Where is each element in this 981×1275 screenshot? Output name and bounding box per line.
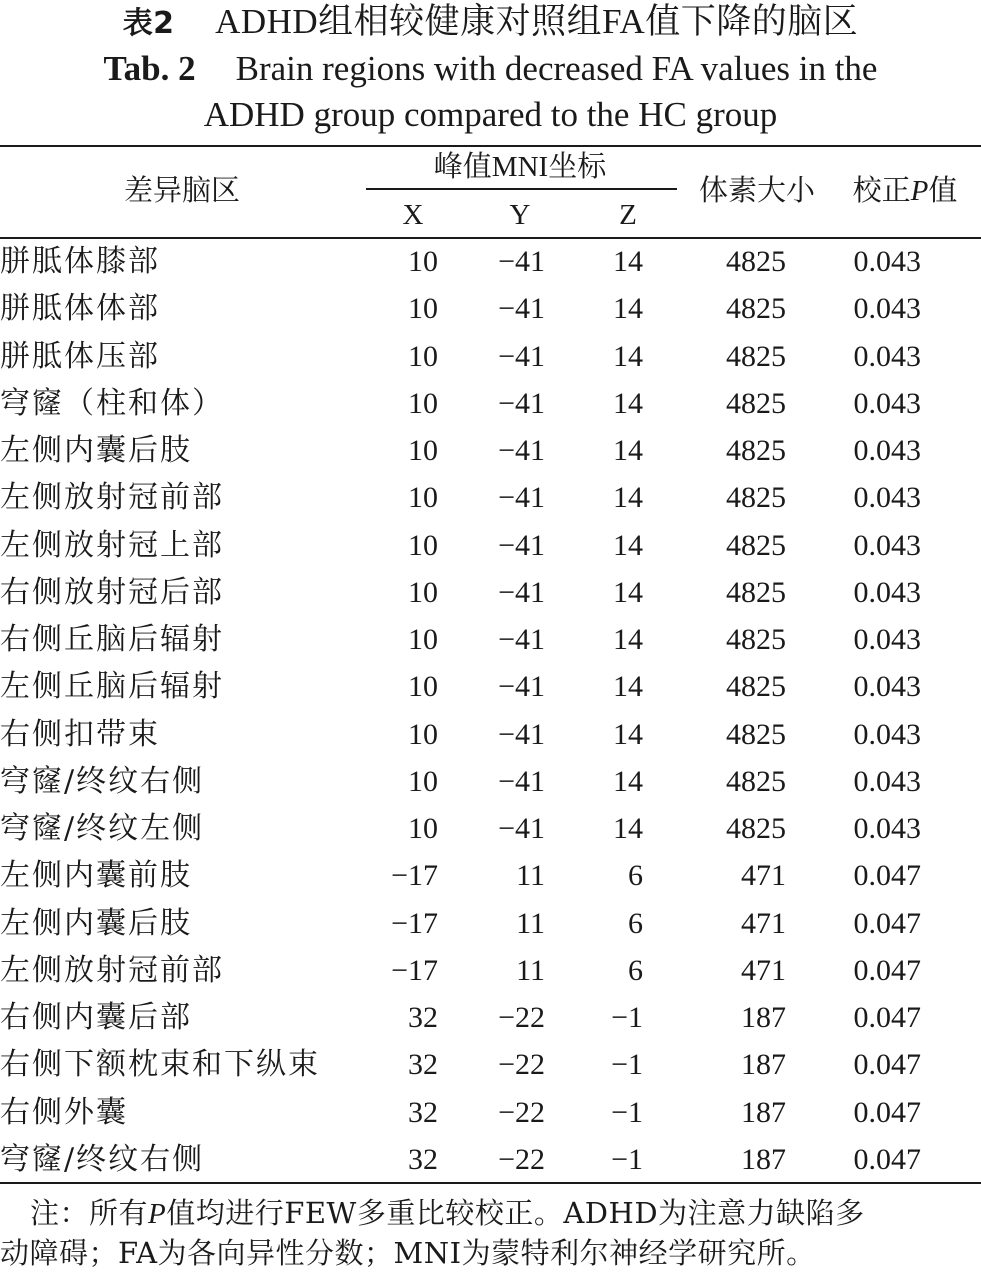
region-cell: 左侧放射冠前部 [0,480,224,516]
x-cell: −17 [391,953,438,987]
row-pad [921,380,981,427]
voxel-size-cell: 4825 [726,292,786,326]
table-row [0,1089,981,1136]
p-value-cell: 0.043 [853,245,921,279]
x-cell: 10 [408,764,438,798]
table-title-cn: ADHD组相较健康对照组FA值下降的脑区 [215,2,859,41]
x-cell: 32 [408,1001,438,1035]
y-cell: −41 [498,245,545,279]
voxel-size-cell: 4825 [726,386,786,420]
y-cell: −41 [498,575,545,609]
voxel-size-cell: 187 [741,1048,786,1082]
voxel-size-cell: 4825 [726,575,786,609]
voxel-size-cell: 471 [741,859,786,893]
table-row [0,1136,981,1183]
footnote-line1: 值均进行FEW多重比较校正。ADHD为注意力缺陷多 [166,1196,865,1230]
table-row [0,1041,981,1088]
table-row [0,285,981,332]
table-row [0,711,981,758]
footnote-p-letter: P [148,1198,167,1230]
region-cell: 胼胝体压部 [0,338,160,374]
x-cell: 10 [408,670,438,704]
row-pad [921,1089,981,1136]
region-cell: 胼胝体膝部 [0,244,160,280]
header-region: 差异脑区 [123,175,241,207]
p-value-cell: 0.047 [853,1001,921,1035]
region-cell: 左侧内囊后肢 [0,905,192,941]
z-cell: 6 [628,859,643,893]
region-cell: 穹窿（柱和体） [0,385,224,421]
table-tag-en: Tab. 2 [103,49,196,88]
voxel-size-cell: 4825 [726,812,786,846]
voxel-size-cell: 4825 [726,528,786,562]
p-value-cell: 0.043 [853,670,921,704]
p-value-cell: 0.043 [853,386,921,420]
z-cell: 14 [613,386,643,420]
header-p-suffix: 值 [928,175,958,207]
table-row [0,380,981,427]
voxel-size-cell: 4825 [726,339,786,373]
region-cell: 右侧下额枕束和下纵束 [0,1047,320,1083]
table-row [0,758,981,805]
x-cell: −17 [391,906,438,940]
table-row [0,333,981,380]
y-cell: −41 [498,481,545,515]
y-cell: −22 [498,1095,545,1129]
region-cell: 左侧内囊前肢 [0,858,192,894]
y-cell: 11 [516,859,545,893]
p-value-cell: 0.043 [853,812,921,846]
p-value-cell: 0.047 [853,953,921,987]
z-cell: −1 [611,1142,643,1176]
voxel-size-cell: 471 [741,906,786,940]
y-cell: −22 [498,1142,545,1176]
region-cell: 右侧内囊后部 [0,1000,192,1036]
x-cell: 32 [408,1142,438,1176]
z-cell: 14 [613,528,643,562]
x-cell: 10 [408,575,438,609]
y-cell: −41 [498,764,545,798]
footnote-prefix: 注：所有 [30,1196,149,1230]
z-cell: −1 [611,1095,643,1129]
table-caption-cn [0,0,981,46]
row-pad [921,852,981,899]
y-cell: −41 [498,434,545,468]
table-row [0,238,981,285]
row-pad [921,805,981,852]
x-cell: 10 [408,717,438,751]
x-cell: 10 [408,386,438,420]
z-cell: 14 [613,481,643,515]
voxel-size-cell: 4825 [726,717,786,751]
y-cell: −22 [498,1048,545,1082]
p-value-cell: 0.047 [853,859,921,893]
y-cell: −41 [498,528,545,562]
mni-group-rule [366,188,677,190]
table-caption-en [0,46,981,138]
z-cell: 14 [613,245,643,279]
z-cell: 14 [613,812,643,846]
voxel-size-cell: 4825 [726,670,786,704]
row-pad [921,238,981,285]
table-title-en-line1: Brain regions with decreased FA values in the [235,49,878,88]
y-cell: −41 [498,717,545,751]
table-row [0,994,981,1041]
x-cell: 10 [408,245,438,279]
header-y: Y [509,199,531,231]
y-cell: −41 [498,292,545,326]
row-pad [921,994,981,1041]
voxel-size-cell: 187 [741,1001,786,1035]
voxel-size-cell: 4825 [726,245,786,279]
x-cell: 10 [408,434,438,468]
p-value-cell: 0.047 [853,1095,921,1129]
x-cell: −17 [391,859,438,893]
region-cell: 左侧内囊后肢 [0,433,192,469]
table-row [0,663,981,710]
header-voxel-size: 体素大小 [698,175,816,207]
y-cell: 11 [516,906,545,940]
z-cell: 14 [613,623,643,657]
footnote-line2: 动障碍；FA为各向异性分数；MNI为蒙特利尔神经学研究所。 [0,1236,816,1270]
voxel-size-cell: 4825 [726,434,786,468]
header-mni-group: 峰值MNI坐标 [433,151,607,183]
y-cell: −41 [498,623,545,657]
row-pad [921,711,981,758]
x-cell: 32 [408,1095,438,1129]
table-row [0,947,981,994]
row-pad [921,947,981,994]
x-cell: 10 [408,528,438,562]
x-cell: 32 [408,1048,438,1082]
voxel-size-cell: 4825 [726,481,786,515]
header-z: Z [619,199,637,231]
region-cell: 右侧外囊 [0,1094,128,1130]
header-corrected-p [853,174,958,208]
row-pad [921,285,981,332]
row-pad [921,569,981,616]
row-pad [921,1136,981,1183]
region-cell: 胼胝体体部 [0,291,160,327]
row-pad [921,900,981,947]
table-row [0,852,981,899]
p-value-cell: 0.047 [853,1142,921,1176]
z-cell: 14 [613,339,643,373]
row-pad [921,333,981,380]
p-value-cell: 0.043 [853,434,921,468]
voxel-size-cell: 4825 [726,623,786,657]
voxel-size-cell: 471 [741,953,786,987]
region-cell: 右侧丘脑后辐射 [0,622,224,658]
voxel-size-cell: 4825 [726,764,786,798]
z-cell: 6 [628,953,643,987]
row-pad [921,427,981,474]
region-cell: 穹窿/终纹左侧 [0,811,205,847]
x-cell: 10 [408,812,438,846]
p-value-cell: 0.043 [853,764,921,798]
voxel-size-cell: 187 [741,1095,786,1129]
z-cell: −1 [611,1048,643,1082]
p-value-cell: 0.043 [853,528,921,562]
row-pad [921,616,981,663]
z-cell: 14 [613,764,643,798]
row-pad [921,758,981,805]
y-cell: −22 [498,1001,545,1035]
p-value-cell: 0.043 [853,481,921,515]
table-tag-cn: 表2 [122,6,175,41]
p-value-cell: 0.047 [853,906,921,940]
region-cell: 右侧放射冠后部 [0,574,224,610]
x-cell: 10 [408,339,438,373]
voxel-size-cell: 187 [741,1142,786,1176]
header-p-prefix: 校正 [852,175,911,207]
p-value-cell: 0.047 [853,1048,921,1082]
table-row [0,427,981,474]
p-value-cell: 0.043 [853,339,921,373]
row-pad [921,522,981,569]
data-table [0,238,981,1183]
table-footnote [0,1194,981,1273]
x-cell: 10 [408,292,438,326]
z-cell: −1 [611,1001,643,1035]
y-cell: −41 [498,386,545,420]
region-cell: 穹窿/终纹右侧 [0,1141,205,1177]
z-cell: 14 [613,575,643,609]
z-cell: 6 [628,906,643,940]
y-cell: 11 [516,953,545,987]
p-value-cell: 0.043 [853,623,921,657]
table-row [0,616,981,663]
z-cell: 14 [613,292,643,326]
p-value-cell: 0.043 [853,717,921,751]
region-cell: 穹窿/终纹右侧 [0,763,205,799]
table-row [0,569,981,616]
table-row [0,474,981,521]
y-cell: −41 [498,670,545,704]
region-cell: 左侧放射冠上部 [0,527,224,563]
table-row [0,900,981,947]
z-cell: 14 [613,434,643,468]
table-row [0,522,981,569]
p-value-cell: 0.043 [853,292,921,326]
table-title-en-line2: ADHD group compared to the HC group [203,95,778,134]
table-top-rule [0,145,981,147]
p-value-cell: 0.043 [853,575,921,609]
row-pad [921,663,981,710]
row-pad [921,474,981,521]
x-cell: 10 [408,623,438,657]
header-x: X [402,199,424,231]
region-cell: 右侧扣带束 [0,716,160,752]
y-cell: −41 [498,339,545,373]
header-p-letter: P [910,175,929,207]
z-cell: 14 [613,670,643,704]
row-pad [921,1041,981,1088]
x-cell: 10 [408,481,438,515]
table-row [0,805,981,852]
region-cell: 左侧放射冠前部 [0,952,224,988]
region-cell: 左侧丘脑后辐射 [0,669,224,705]
y-cell: −41 [498,812,545,846]
z-cell: 14 [613,717,643,751]
